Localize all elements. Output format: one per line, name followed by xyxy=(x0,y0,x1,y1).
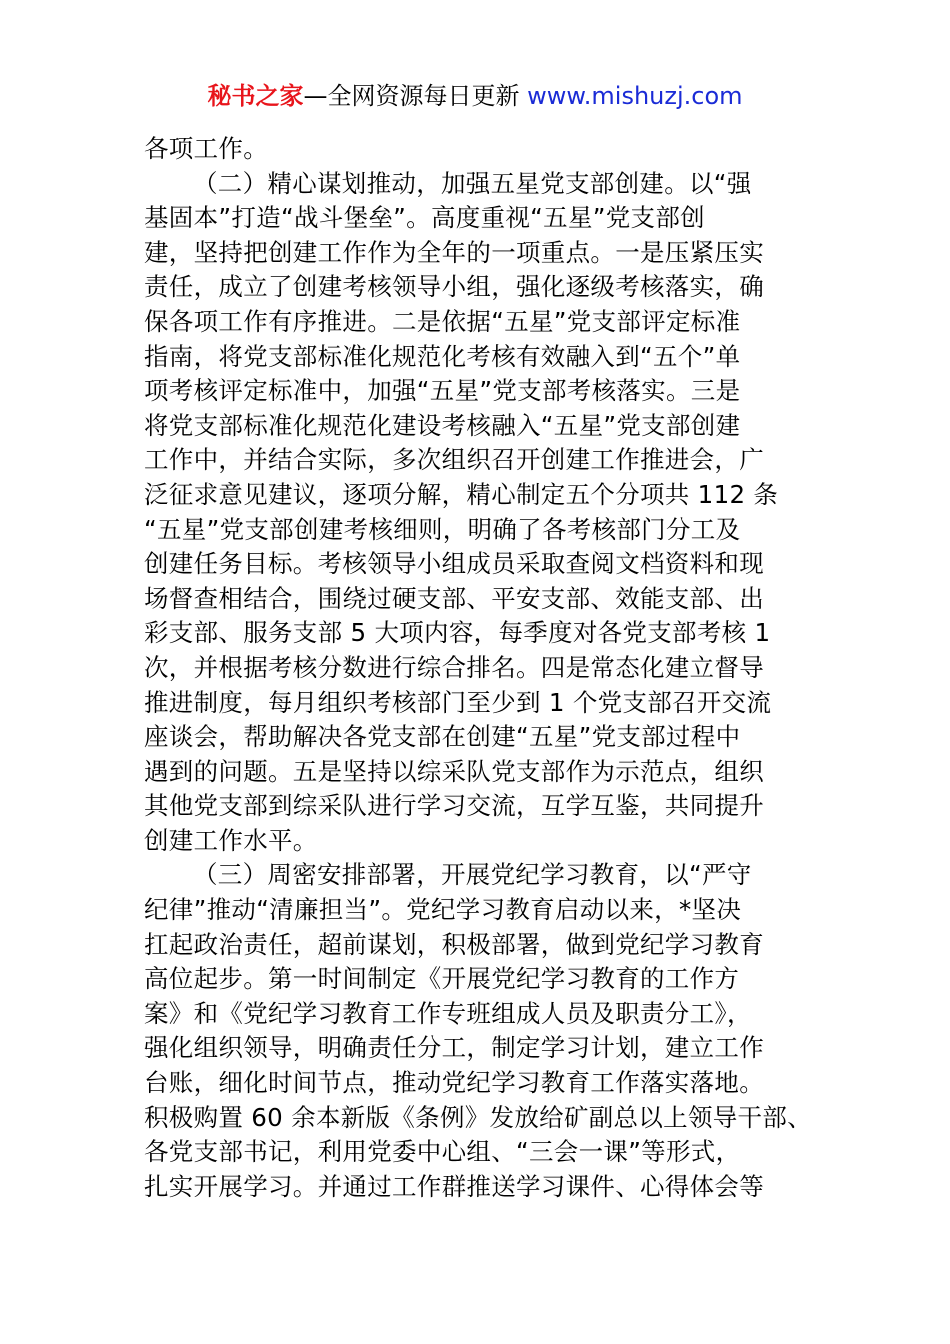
paragraph-first-line: （三）周密安排部署，开展党纪学习教育，以“严守 xyxy=(193,860,752,890)
text-line: 扛起政治责任，超前谋划，积极部署，做到党纪学习教育 xyxy=(144,929,764,959)
text-line: 案》和《党纪学习教育工作专班组成人员及职责分工》， xyxy=(144,998,752,1028)
text-line: 将党支部标准化规范化建设考核融入“五星”党支部创建 xyxy=(144,410,741,440)
site-header xyxy=(0,80,950,112)
text-line: 高位起步。第一时间制定《开展党纪学习教育的工作方 xyxy=(144,964,740,994)
text-line: 指南，将党支部标准化规范化考核有效融入到“五个”单 xyxy=(144,341,741,371)
text-line: 次，并根据考核分数进行综合排名。四是常态化建立督导 xyxy=(144,652,764,682)
text-line: 扎实开展学习。并通过工作群推送学习课件、心得体会等 xyxy=(144,1171,764,1201)
site-url-link[interactable]: www.mishuzj.com xyxy=(527,82,743,110)
text-line: 推进制度，每月组织考核部门至少到 1 个党支部召开交流 xyxy=(144,687,772,717)
brand-name: 秘书之家 xyxy=(207,82,304,110)
text-line: 创建任务目标。考核领导小组成员采取查阅文档资料和现 xyxy=(144,549,764,579)
text-line: 场督查相结合，围绕过硬支部、平安支部、效能支部、出 xyxy=(144,583,764,613)
text-line: 基固本”打造“战斗堡垒”。高度重视“五星”党支部创 xyxy=(144,203,705,233)
text-line: “五星”党支部创建考核细则，明确了各考核部门分工及 xyxy=(144,514,741,544)
text-line: 工作中，并结合实际，多次组织召开创建工作推进会，广 xyxy=(144,445,764,475)
text-line: 遇到的问题。五是坚持以综采队党支部作为示范点，组织 xyxy=(144,756,764,786)
text-line: 责任，成立了创建考核领导小组，强化逐级考核落实，确 xyxy=(144,272,764,302)
text-line: 项考核评定标准中，加强“五星”党支部考核落实。三是 xyxy=(144,376,741,406)
text-line: 保各项工作有序推进。二是依据“五星”党支部评定标准 xyxy=(144,306,741,336)
text-line: 台账，细化时间节点，推动党纪学习教育工作落实落地。 xyxy=(144,1068,764,1098)
text-line: 强化组织领导，明确责任分工，制定学习计划，建立工作 xyxy=(144,1033,764,1063)
text-line: 创建工作水平。 xyxy=(144,825,318,855)
text-line: 泛征求意见建议，逐项分解，精心制定五个分项共 112 条 xyxy=(144,479,779,509)
header-tagline: —全网资源每日更新 xyxy=(303,82,528,110)
text-line: 各项工作。 xyxy=(144,134,268,163)
text-line: 建，坚持把创建工作作为全年的一项重点。一是压紧压实 xyxy=(144,237,764,267)
text-line: 彩支部、服务支部 5 大项内容，每季度对各党支部考核 1 xyxy=(144,618,771,648)
paragraph-first-line: （二）精心谋划推动，加强五星党支部创建。以“强 xyxy=(193,168,752,198)
text-line: 积极购置 60 余本新版《条例》发放给矿副总以上领导干部、 xyxy=(144,1102,812,1132)
text-line: 座谈会，帮助解决各党支部在创建“五星”党支部过程中 xyxy=(144,722,741,752)
text-line: 其他党支部到综采队进行学习交流，互学互鉴，共同提升 xyxy=(144,791,764,821)
text-line: 纪律”推动“清廉担当”。党纪学习教育启动以来，*坚决 xyxy=(144,895,742,925)
document-body xyxy=(144,132,824,1204)
text-line: 各党支部书记，利用党委中心组、“三会一课”等形式， xyxy=(144,1137,741,1167)
